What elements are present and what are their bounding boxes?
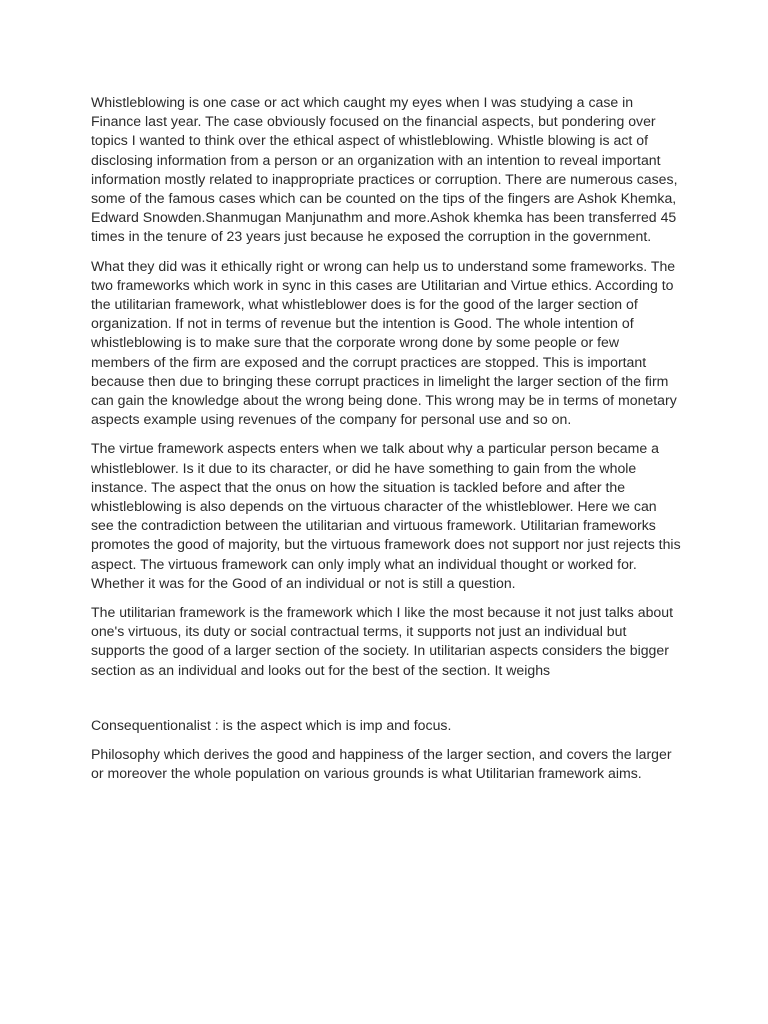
- paragraph-ethics-frameworks: What they did was it ethically right or wrong can help us to understand some frameworks. The two frameworks which work in sync in this cases are Utilitarian and Virtue ethics. According to the utilitarian framework, what whistleblower does is for the good of the larger section of organization. If not in terms of revenue but the intention is Good. The whole intention of whistleblowing is to make sure that the corporate wrong done by some people or few members of the firm are exposed and the corrupt practices are stopped. This is important because then due to bringing these corrupt practices in limelight the larger section of the firm can gain the knowledge about the wrong being done. This wrong may be in terms of monetary aspects example using revenues of the company for personal use and so on.: [91, 257, 677, 428]
- blank-line: [91, 690, 681, 716]
- document-page: [91, 93, 681, 794]
- paragraph-virtue-framework: The virtue framework aspects enters when we talk about why a particular person became a whistleblower. Is it due to its character, or did he have something to gain from the whole instance. The aspect that the onus on how the situation is tackled before and after the whistleblowing is also depends on the virtuous character of the whistleblower. Here we can see the contradiction between the utilitarian and virtuous framework. Utilitarian frameworks promotes the good of majority, but the virtuous framework does not support nor just rejects this aspect. The virtuous framework can only imply what an individual thought or worked for. Whether it was for the Good of an individual or not is still a question.: [91, 440, 681, 591]
- paragraph-utilitarian-preference: The utilitarian framework is the framework which I like the most because it not just talks about one's virtuous, its duty or social contractual terms, it supports not just an individual but supports the good of a larger section of the society. In utilitarian aspects considers the bigger section as an individual and looks out for the best of the section. It weighs: [91, 604, 674, 678]
- paragraph-philosophy: Philosophy which derives the good and happiness of the larger section, and covers the larger or moreover the whole population on various grounds is what Utilitarian framework aims.: [91, 746, 672, 782]
- paragraph-whistleblowing-intro: Whistleblowing is one case or act which caught my eyes when I was studying a case in Finance last year. The case obviously focused on the financial aspects, but pondering over topics I wanted to think over the ethical aspect of whistleblowing. Whistle blowing is act of disclosing information from a person or an organization with an intention to reveal important information mostly related to inappropriate practices or corruption. There are numerous cases, some of the famous cases which can be counted on the tips of the fingers are Ashok Khemka, Edward Snowden.Shanmugan Manjunathm and more.Ashok khemka has been transferred 45 times in the tenure of 23 years just because he exposed the corruption in the government.: [91, 94, 678, 245]
- paragraph-consequentionalist: Consequentionalist : is the aspect which is imp and focus.: [91, 716, 452, 733]
